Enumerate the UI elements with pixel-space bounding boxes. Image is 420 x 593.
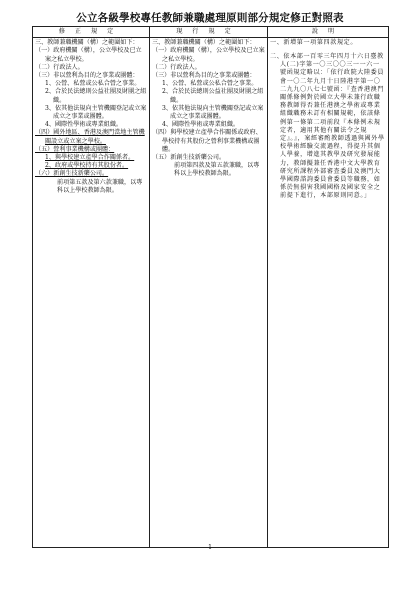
comparison-table [32, 26, 389, 548]
current-item: 3、依其他法規向主管機關登記或立案成立之事業或團體。 [162, 104, 264, 121]
amended-item: 3、依其他法規向主管機關登記或立案成立之事業或團體。 [45, 104, 147, 121]
amended-item: （三）非以營利為目的之事業或團體： [35, 72, 139, 80]
table-header-row [33, 27, 389, 38]
current-cell [150, 38, 268, 548]
amended-item: 1、公營、私營或公私合營之事業。 [45, 80, 141, 88]
current-item: （三）非以營利為目的之事業或團體： [152, 72, 256, 80]
amended-item: （二）行政法人。 [35, 63, 84, 71]
current-item: 前項第四款及第五款兼職，以專科以上學校教師為限。 [174, 162, 260, 178]
amended-item: 4、國際性學術或專業組織。 [45, 121, 123, 129]
current-item: （二）行政法人。 [152, 63, 201, 71]
current-item: （四）與學校建立產學合作關係或政府、學校持有其股份之營利事業機構或團體。 [152, 129, 262, 153]
amended-item-new: （五）營利事業機構或團體： [35, 145, 115, 153]
current-item: 三、教師兼職機關（構）之範圍如下： [152, 39, 256, 47]
amended-item-new: （四）國外地區、香港及澳門當地主管機關設立或立案之學校。 [35, 129, 145, 145]
amended-cell [33, 38, 150, 548]
table-row [33, 38, 389, 548]
amended-item: 2、合於民法總則公益社團及財團之組織。 [45, 88, 147, 104]
amended-item: （一）政府機關（構），公立學校及已立案之私立學校。 [35, 47, 142, 63]
explanation-item: 二、依本部一百零三年四月十六日臺教人(二)字第一〇三〇〇三一一六一號函規定略以：「依行政院大陸委員會一〇二年九月十日陸港字第一〇二九九〇八七七號函：『查香港澳門關係條例對於國立大學未兼行政職務教師得否兼任港澳之學術或專業組織職務未訂有相關規範，依該條例第一條第二項前段『本條例未規定者，適用其他有關法令之規定』。』，案經審酌教師透過與國外學校學術經驗交流過程，得提升其個人學養，增進其教學及研究發展能力，教師擬兼任香港中文大學教育研究所課程外部審查委員及澳門大學國際諮詢委員會委員等職務，如係於無損害我國國格及國家安全之前提下進行，本部原則同意。」 [270, 53, 385, 200]
header-current: 現行規定 [150, 27, 268, 38]
page-number: 1 [208, 544, 212, 551]
current-item: （一）政府機關（構），公立學校及已立案之私立學校。 [152, 47, 265, 63]
current-item: （五）新創生技新藥公司。 [152, 154, 226, 162]
header-explanation: 說明 [268, 27, 389, 38]
amended-item-new: （六）新創生技新藥公司。 [35, 170, 109, 178]
current-item: 2、合於民法總則公益社團及財團之組織。 [162, 88, 264, 104]
current-item: 4、國際性學術或專業組織。 [162, 121, 240, 129]
current-item: 1、公營、私營或公私合營之事業。 [162, 80, 258, 88]
amended-item-new: 1、與學校建立產學合作關係者。 [45, 154, 135, 162]
explanation-cell [268, 38, 389, 548]
explanation-item: 一、新增第一項第四款規定。 [270, 39, 358, 47]
header-amended: 修正規定 [33, 27, 150, 38]
page-title: 公立各級學校專任教師兼職處理原則部分規定修正對照表 [76, 12, 344, 24]
amended-item: 前項第五款及第六款兼職，以專科以上學校教師為限。 [57, 178, 143, 194]
amended-item: 三、教師兼職機關（構）之範圍如下： [35, 39, 139, 47]
amended-item-new: 2、政府或學校持有其股份者。 [45, 162, 129, 170]
